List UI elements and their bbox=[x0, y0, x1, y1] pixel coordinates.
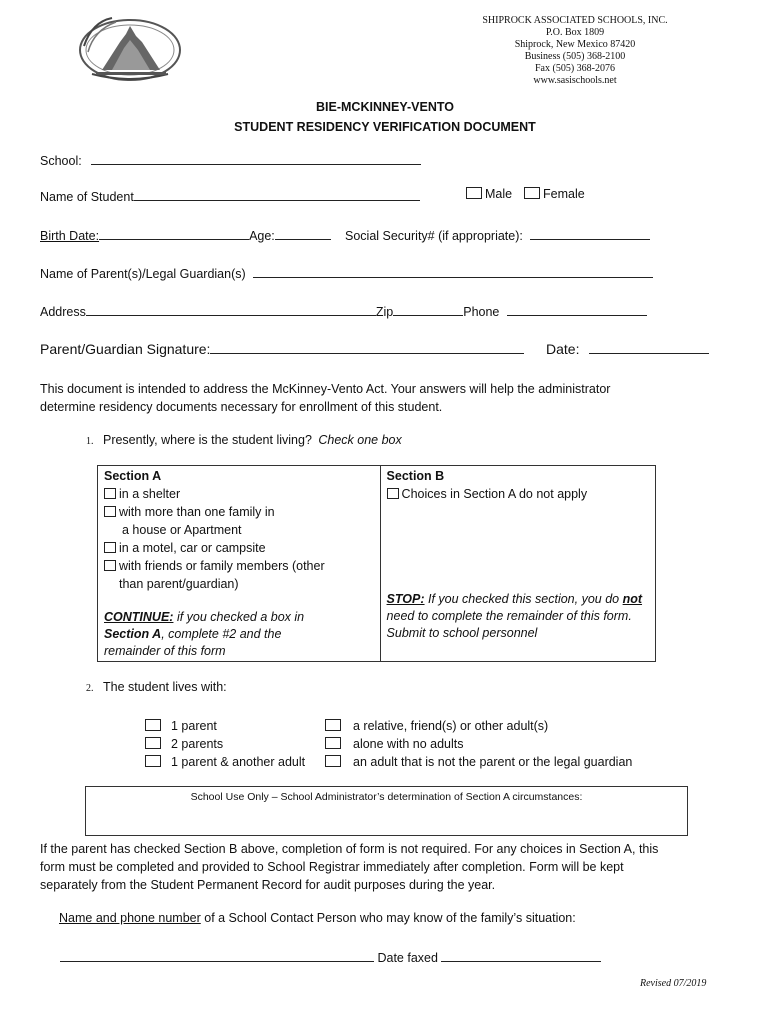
signature-field[interactable] bbox=[40, 339, 524, 357]
one-parent-checkbox[interactable] bbox=[145, 719, 161, 731]
option-motel[interactable]: in a motel, car or campsite bbox=[104, 539, 374, 557]
section-table bbox=[97, 465, 656, 662]
parent-name-field[interactable] bbox=[40, 265, 653, 281]
intro-line2: determine residency documents necessary for enrollment of this student. bbox=[40, 400, 443, 414]
date-faxed-label: Date faxed bbox=[377, 951, 438, 965]
option-multi-family[interactable]: with more than one family in bbox=[104, 503, 374, 521]
student-name-field[interactable] bbox=[40, 188, 420, 204]
birth-label: Birth Date: bbox=[40, 229, 100, 243]
address-field[interactable] bbox=[40, 303, 647, 319]
relative-checkbox[interactable] bbox=[325, 719, 341, 731]
birth-date-field[interactable] bbox=[40, 227, 331, 243]
school-use-label: School Use Only – School Administrator’s determination of Section A circumstances: bbox=[190, 791, 583, 803]
student-label: Name of Student bbox=[40, 190, 134, 204]
parent-label: Name of Parent(s)/Legal Guardian(s) bbox=[40, 267, 246, 281]
phone-label: Phone bbox=[463, 305, 500, 319]
closing-line1: If the parent has checked Section B above, completion of form is not required. For any choices in Section A, this bbox=[40, 842, 659, 856]
school-field[interactable] bbox=[40, 152, 421, 168]
question-1: 1. Presently, where is the student living? Check one box bbox=[86, 433, 402, 447]
revised-note: Revised 07/2019 bbox=[640, 978, 707, 989]
date-label: Date: bbox=[546, 341, 580, 357]
female-option[interactable]: Female bbox=[524, 187, 585, 201]
school-use-box[interactable] bbox=[85, 786, 688, 836]
option-parent-adult[interactable]: 1 parent & another adult bbox=[145, 753, 305, 771]
section-b bbox=[381, 466, 655, 643]
title-line1: BIE-MCKINNEY-VENTO bbox=[316, 100, 454, 114]
contact-field[interactable] bbox=[60, 949, 601, 965]
continue-note: CONTINUE: if you checked a box in Section A, complete #2 and the remainder of this form bbox=[104, 610, 305, 658]
option-1-parent[interactable]: 1 parent bbox=[145, 717, 305, 735]
website: www.sasischools.net bbox=[533, 75, 617, 86]
title-line2: STUDENT RESIDENCY VERIFICATION DOCUMENT bbox=[234, 120, 536, 134]
non-parent-checkbox[interactable] bbox=[325, 755, 341, 767]
option-relative[interactable]: a relative, friend(s) or other adult(s) bbox=[325, 717, 632, 735]
stop-note: STOP: If you checked this section, you do not need to complete the remainder of this form. Submit to school personnel bbox=[386, 592, 643, 640]
question-2: 2. The student lives with: bbox=[86, 680, 227, 694]
alone-checkbox[interactable] bbox=[325, 737, 341, 749]
age-label: Age: bbox=[249, 229, 275, 243]
address-label: Address bbox=[40, 305, 86, 319]
ssn-field[interactable] bbox=[345, 227, 650, 243]
multi-family-checkbox[interactable] bbox=[104, 506, 116, 517]
section-b-checkbox[interactable] bbox=[387, 488, 399, 499]
date-field[interactable] bbox=[546, 339, 709, 357]
option-friends-cont: than parent/guardian) bbox=[119, 577, 239, 591]
school-label: School: bbox=[40, 154, 82, 168]
org-name: SHIPROCK ASSOCIATED SCHOOLS, INC. bbox=[482, 15, 668, 26]
contact-prompt: Name and phone number of a School Contact Person who may know of the family’s situation: bbox=[59, 911, 576, 925]
option-alone[interactable]: alone with no adults bbox=[325, 735, 632, 753]
school-logo bbox=[72, 12, 190, 84]
ssn-label: Social Security# (if appropriate): bbox=[345, 229, 523, 243]
option-multi-family-cont: a house or Apartment bbox=[122, 523, 242, 537]
male-option[interactable]: Male bbox=[466, 187, 512, 201]
option-shelter[interactable]: in a shelter bbox=[104, 485, 374, 503]
po-box: P.O. Box 1809 bbox=[545, 27, 605, 38]
friends-checkbox[interactable] bbox=[104, 560, 116, 571]
business-phone: Business (505) 368-2100 bbox=[524, 51, 626, 62]
shelter-checkbox[interactable] bbox=[104, 488, 116, 499]
lives-with-left bbox=[145, 717, 305, 771]
zip-label: Zip bbox=[375, 305, 394, 319]
motel-checkbox[interactable] bbox=[104, 542, 116, 553]
two-parents-checkbox[interactable] bbox=[145, 737, 161, 749]
intro-line1: This document is intended to address the McKinney-Vento Act. Your answers will help the administrator bbox=[40, 382, 611, 396]
option-friends[interactable]: with friends or family members (other bbox=[104, 557, 374, 575]
male-checkbox[interactable] bbox=[466, 187, 482, 199]
female-checkbox[interactable] bbox=[524, 187, 540, 199]
parent-adult-checkbox[interactable] bbox=[145, 755, 161, 767]
closing-line3: separately from the Student Permanent Record for audit purposes during the year. bbox=[40, 878, 496, 892]
section-a-heading: Section A bbox=[104, 469, 162, 483]
signature-label: Parent/Guardian Signature: bbox=[40, 341, 211, 357]
closing-line2: form must be completed and provided to School Registrar immediately after completion. Form will be kept bbox=[40, 860, 624, 874]
fax: Fax (505) 368-2076 bbox=[535, 63, 615, 74]
city: Shiprock, New Mexico 87420 bbox=[514, 39, 636, 50]
lives-with-right bbox=[325, 717, 632, 771]
option-non-parent[interactable]: an adult that is not the parent or the legal guardian bbox=[325, 753, 632, 771]
section-a bbox=[98, 466, 380, 661]
section-b-heading: Section B bbox=[386, 469, 445, 483]
option-section-b[interactable]: Choices in Section A do not apply bbox=[387, 485, 649, 503]
option-2-parents[interactable]: 2 parents bbox=[145, 735, 305, 753]
